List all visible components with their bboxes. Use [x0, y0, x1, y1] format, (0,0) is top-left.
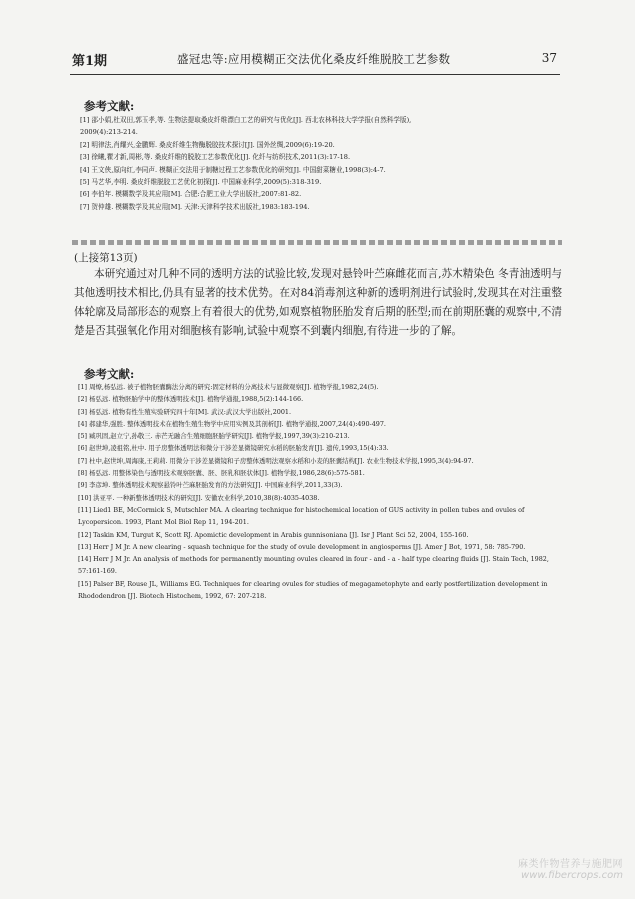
reference-item: [12] Taskin KM, Turgut K, Scott RJ. Apomictic development in Arabis gunnisoniana [J]. Isr J Plant Sci 52, 2004, 155-160.	[78, 530, 469, 539]
page-number: 37	[541, 51, 557, 65]
references-title-top: 参考文献:	[84, 99, 135, 113]
reference-item: [13] Herr J M Jr. A new clearing - squash technique for the study of ovule development in angiosperms [J]. Amer J Bot, 1971, 58: 785-790.	[78, 542, 526, 551]
running-title: 盛冠忠等:应用模糊正交法优化桑皮纤维脱胶工艺参数	[177, 52, 451, 66]
reference-item: [1] 周燎,杨弘远. 被子植物胚囊酶法分离的研究:固定材料的分离技术与显微观察[J]. 植物学报,1982,24(5).	[78, 383, 379, 391]
reference-item: [8] 杨弘远. 用整体染色与透明技术观察胚囊、胚、胚乳和胚状体[J]. 植物学报,1986,28(6):575-581.	[78, 469, 365, 478]
reference-item: 2009(4):213-214.	[80, 128, 138, 137]
reference-item: [4] 王文侠,原向红,李同声. 模糊正交法用于制糖过程工艺参数优化的研究[J]. 中国甜菜糖业,1998(3):4-7.	[80, 165, 386, 174]
watermark-text: 麻类作物营养与施肥网	[518, 859, 623, 870]
body-paragraph: 本研究通过对几种不同的透明方法的试验比较,发现对悬铃叶苎麻雌花而言,苏木精染色 冬青油透明与其他透明技术相比,仍具有显著的技术优势。在对84消毒剂这种新的透明剂进行试验时,发现其在对注重整体轮廓及局部形态的观察上有着很大的优势,如观察植物胚胎发育后期的胚型;而在前期胚囊的观察中,不清楚是否其强氧化作用对细胞核有影响,试验中观察不到囊内细胞,有待进一步的了解。	[74, 268, 562, 337]
references-list-bottom	[78, 381, 566, 602]
reference-item: [1] 邵小娟,杜双田,郭玉孝,等. 生物法提取桑皮纤维漂白工艺的研究与优化[J]. 西北农林科技大学学报(自然科学版),	[80, 116, 412, 124]
continuation-note: (上接第13页)	[74, 252, 138, 264]
reference-item: [2] 杨弘远. 植物胚胎学中的整体透明技术[J]. 植物学通报,1988,5(2):144-166.	[78, 395, 304, 404]
site-watermark	[463, 855, 623, 881]
header-rule	[70, 74, 560, 75]
references-list-top	[80, 114, 565, 213]
references-title-bottom: 参考文献:	[84, 367, 135, 381]
reference-item: [5] 臧巩固,赵立宁,孙敬三. 赤芒无融合生殖细胞胚胎学研究[J]. 植物学报,1997,39(3):210-213.	[78, 432, 350, 441]
reference-item: [3] 杨弘远. 植物有性生殖实验研究四十年[M]. 武汉:武汉大学出版社,2001.	[78, 407, 291, 416]
running-header	[72, 50, 557, 72]
reference-item: [5] 马艺华,李明. 桑皮纤维脱胶工艺优化初探[J]. 中国麻业科学,2009(5):318-319.	[80, 178, 322, 187]
watermark-url: www.fibercrops.com	[521, 870, 623, 881]
reference-item: [11] Lied1 BE, McCormick S, Mutschler MA. A clearing technique for histochemical location of GUS activity in pollen tubes and ovules of Lycopersicon. 1993, Plant Mol Biol Rep 11, 194-201.	[78, 505, 525, 527]
reference-item: [7] 贺仲雄. 模糊数学及其应用[M]. 天津:天津科学技术出版社,1983:183-194.	[80, 202, 310, 211]
section-divider	[72, 240, 562, 245]
reference-item: [3] 徐曦,瞿才新,周彬,等. 桑皮纤维的脱胶工艺参数优化[J]. 化纤与纺织技术,2011(3):17-18.	[80, 153, 351, 162]
reference-item: [7] 杜中,赵世坤,周海康,王莉莉. 用微分干涉差显微镜和子房整体透明法观察水稻和小麦的胚囊结构[J]. 农业生物技术学报,1995,3(4):94-97.	[78, 456, 474, 465]
reference-item: [14] Herr J M Jr. An analysis of methods for permanently mounting ovules cleared in four - and - a - half type clearing fluids [J]. Stain Tech, 1982, 57:161-169.	[78, 555, 549, 576]
issue-label: 第1期	[72, 54, 108, 69]
reference-item: [2] 明律法,肖耀兴,金鹏辉. 桑皮纤维生物酶脱胶技术探讨[J]. 国外丝绸,2009(6):19-20.	[80, 140, 335, 149]
reference-item: [10] 洪亚平. 一种新整体透明技术的研究[J]. 安徽农业科学,2010,38(8):4035-4038.	[78, 493, 320, 502]
reference-item: [9] 李彦坤. 整体透明技术观察悬铃叶苎麻胚胎发育的方法研究[J]. 中国麻业科学,2011,33(3).	[78, 481, 343, 490]
reference-item: [4] 郝建华,强胜. 整体透明技术在植物生殖生物学中应用实例及其剖析[J]. 植物学通报,2007,24(4):490-497.	[78, 419, 386, 428]
reference-item: [6] 李伯年. 模糊数学及其应用[M]. 合肥:合肥工业大学出版社,2007:81-82.	[80, 190, 302, 199]
reference-item: [15] Palser BF, Rouse JL, Williams EG. Techniques for clearing ovules for studies of megagametophyte and early postfertilization development in Rhododendron [J]. Biotech Histochem, 1992, 67: 207-218.	[78, 579, 548, 601]
reference-item: [6] 赵世坤,凌祖铭,杜中. 用子房整体透明法和微分干涉差显微镜研究水稻的胚胎发育[J]. 遗传,1993,15(4):33.	[78, 444, 389, 453]
